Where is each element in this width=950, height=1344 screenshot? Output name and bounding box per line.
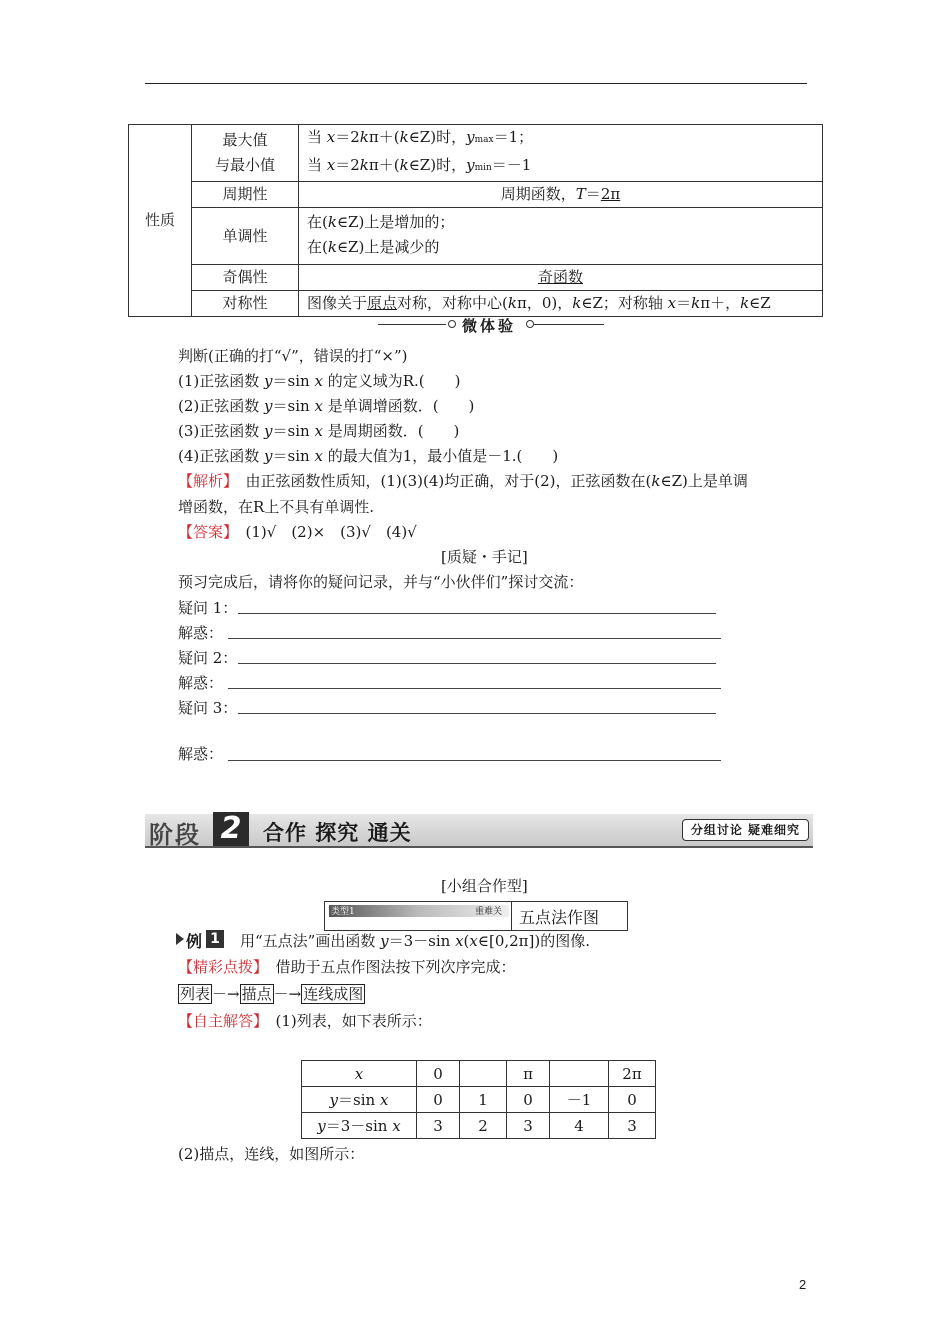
table-cell: 0 bbox=[417, 1061, 460, 1087]
analysis-text: 由正弦函数性质知，(1)(3)(4)均正确，对于(2)，正弦函数在(k∈Z)上是单调 bbox=[230, 472, 748, 490]
title-dot-right bbox=[526, 320, 534, 328]
text-line: 在(k∈Z)上是增加的； bbox=[307, 213, 455, 231]
answer-3-label: 解惑： bbox=[178, 745, 224, 763]
header-rule bbox=[145, 83, 807, 84]
notes-intro: 预习完成后，请将你的疑问记录，并与“小伙伴们”探讨交流： bbox=[178, 573, 584, 591]
solve-tag: 【自主解答】 bbox=[178, 1012, 261, 1030]
banner-tag: 分组讨论 疑难细究 bbox=[682, 819, 809, 841]
answer-2-line[interactable] bbox=[228, 688, 721, 689]
table-cell: 2 bbox=[460, 1113, 507, 1139]
flow-step-2: 描点 bbox=[241, 985, 272, 1003]
prop-name-symmetry bbox=[192, 291, 299, 317]
text-line: 当 x＝2kπ＋(k∈Z)时，ymax＝1； bbox=[307, 128, 534, 146]
table-cell: 0 bbox=[609, 1087, 656, 1113]
flow-step-3: 连线成图 bbox=[303, 985, 364, 1003]
question-2-line[interactable] bbox=[238, 663, 716, 664]
example-arrow-icon bbox=[176, 933, 184, 945]
table-cell: 1 bbox=[460, 1087, 507, 1113]
five-point-value-table bbox=[301, 1060, 656, 1139]
prop-name-parity bbox=[192, 265, 299, 291]
flow-arrow-1: －→ bbox=[212, 985, 240, 1003]
flow-arrow-2: －→ bbox=[273, 985, 302, 1003]
type-divider bbox=[511, 902, 512, 930]
table-cell: 0 bbox=[417, 1087, 460, 1113]
prop-name-monotonic bbox=[192, 208, 299, 265]
judge-intro: 判断(正确的打“√”，错误的打“×”) bbox=[178, 347, 408, 365]
analysis-tag: 【解析】 bbox=[178, 472, 231, 490]
answer-1-label: 解惑： bbox=[178, 624, 224, 642]
text-line: 奇偶性 bbox=[222, 268, 268, 286]
table-row bbox=[302, 1087, 656, 1113]
example-word: 例 bbox=[186, 932, 203, 951]
answer-2-label: 解惑： bbox=[178, 674, 224, 692]
row-label-x: x bbox=[302, 1061, 417, 1087]
table-cell bbox=[550, 1061, 609, 1087]
text-line: 图像关于原点对称，对称中心(kπ，0)，k∈Z；对称轴 x＝kπ＋，k∈Z bbox=[307, 294, 771, 312]
analysis-line-1 bbox=[178, 470, 748, 491]
type-difficulty: 重难关 bbox=[475, 907, 503, 917]
question-1-line[interactable] bbox=[238, 613, 716, 614]
answer-line bbox=[178, 521, 417, 542]
title-rule-right bbox=[534, 324, 604, 325]
step-2-text: (2)描点，连线，如图所示： bbox=[178, 1145, 365, 1163]
example-label bbox=[176, 929, 228, 949]
table-cell bbox=[460, 1061, 507, 1087]
table-cell: 3 bbox=[507, 1113, 550, 1139]
table-cell: 4 bbox=[550, 1113, 609, 1139]
hint-line bbox=[178, 956, 516, 977]
prop-value-extrema bbox=[299, 125, 823, 182]
table-row bbox=[302, 1061, 656, 1087]
type-box bbox=[324, 901, 628, 931]
prop-name-extrema bbox=[192, 125, 299, 182]
answer-1-line[interactable] bbox=[228, 638, 721, 639]
table-cell: 3 bbox=[417, 1113, 460, 1139]
table-cell: －1 bbox=[550, 1087, 609, 1113]
text-line: 当 x＝2kπ＋(k∈Z)时，ymin＝－1 bbox=[307, 156, 532, 174]
flow-step-1: 列表 bbox=[180, 985, 211, 1003]
banner-stage: 阶段 bbox=[149, 821, 201, 849]
hint-tag: 【精彩点拨】 bbox=[178, 958, 261, 976]
question-1-label: 疑问 1： bbox=[178, 599, 238, 617]
prop-value-monotonic bbox=[299, 208, 823, 265]
section-title-micro-experience bbox=[378, 315, 604, 335]
title-rule-left bbox=[378, 324, 446, 325]
question-2-label: 疑问 2： bbox=[178, 649, 238, 667]
table-cell: 0 bbox=[507, 1087, 550, 1113]
text-line: 单调性 bbox=[222, 226, 268, 245]
table-cell: π bbox=[507, 1061, 550, 1087]
text-line: 周期函数，T＝2π bbox=[500, 185, 621, 203]
question-3-label: 疑问 3： bbox=[178, 699, 238, 717]
group-type-title: [小组合作型] bbox=[441, 877, 528, 895]
text-line: 在(k∈Z)上是减少的 bbox=[307, 238, 440, 256]
judge-item-2: (2)正弦函数 y＝sin x 是单调增函数．( ) bbox=[178, 397, 475, 415]
sine-properties-table bbox=[128, 124, 823, 317]
hint-text: 借助于五点作图法按下列次序完成： bbox=[260, 958, 516, 976]
text-line: 对称性 bbox=[222, 294, 268, 312]
text-line: 周期性 bbox=[222, 185, 268, 203]
flow-line bbox=[178, 983, 365, 1004]
judge-item-4: (4)正弦函数 y＝sin x 的最大值为1，最小值是－1.( ) bbox=[178, 447, 559, 465]
analysis-line-2: 增函数，在R上不具有单调性. bbox=[178, 498, 375, 516]
row-label-3-minus-sinx: y＝3－sin x bbox=[302, 1113, 417, 1139]
prop-name-period bbox=[192, 182, 299, 208]
banner-number: 2 bbox=[213, 812, 249, 846]
notes-title: [质疑・手记] bbox=[441, 548, 528, 566]
answer-tag: 【答案】 bbox=[178, 523, 231, 541]
text-line: 与最小值 bbox=[214, 156, 275, 174]
example-number: 1 bbox=[206, 930, 224, 948]
stage-banner bbox=[145, 811, 813, 849]
prop-value-symmetry bbox=[299, 291, 823, 317]
prop-value-period bbox=[299, 182, 823, 208]
prop-value-parity bbox=[299, 265, 823, 291]
table-row bbox=[302, 1113, 656, 1139]
solve-line bbox=[178, 1010, 432, 1031]
table-cell: 3 bbox=[609, 1113, 656, 1139]
banner-title: 合作 探究 通关 bbox=[263, 820, 412, 845]
text-line: 最大值 bbox=[222, 131, 268, 149]
judge-item-3: (3)正弦函数 y＝sin x 是周期函数．( ) bbox=[178, 422, 460, 440]
table-cell: 2π bbox=[609, 1061, 656, 1087]
title-dot-left bbox=[448, 320, 456, 328]
micro-title-text: 微体验 bbox=[462, 317, 517, 335]
question-3-line[interactable] bbox=[238, 713, 716, 714]
judge-item-1: (1)正弦函数 y＝sin x 的定义域为R.( ) bbox=[178, 372, 461, 390]
row-group-label: 性质 bbox=[129, 125, 192, 317]
example-text: 用“五点法”画出函数 y＝3－sin x(x∈[0,2π])的图像. bbox=[240, 932, 591, 950]
page-number: 2 bbox=[799, 1277, 807, 1292]
solve-text: (1)列表，如下表所示： bbox=[260, 1012, 432, 1030]
row-label-sinx: y＝sin x bbox=[302, 1087, 417, 1113]
text-line: 奇函数 bbox=[537, 268, 583, 286]
answer-3-line[interactable] bbox=[228, 760, 721, 761]
answer-text: (1)√ (2)× (3)√ (4)√ bbox=[230, 523, 417, 541]
type-label: 类型1 bbox=[331, 907, 355, 917]
type-name: 五点法作图 bbox=[519, 908, 600, 927]
